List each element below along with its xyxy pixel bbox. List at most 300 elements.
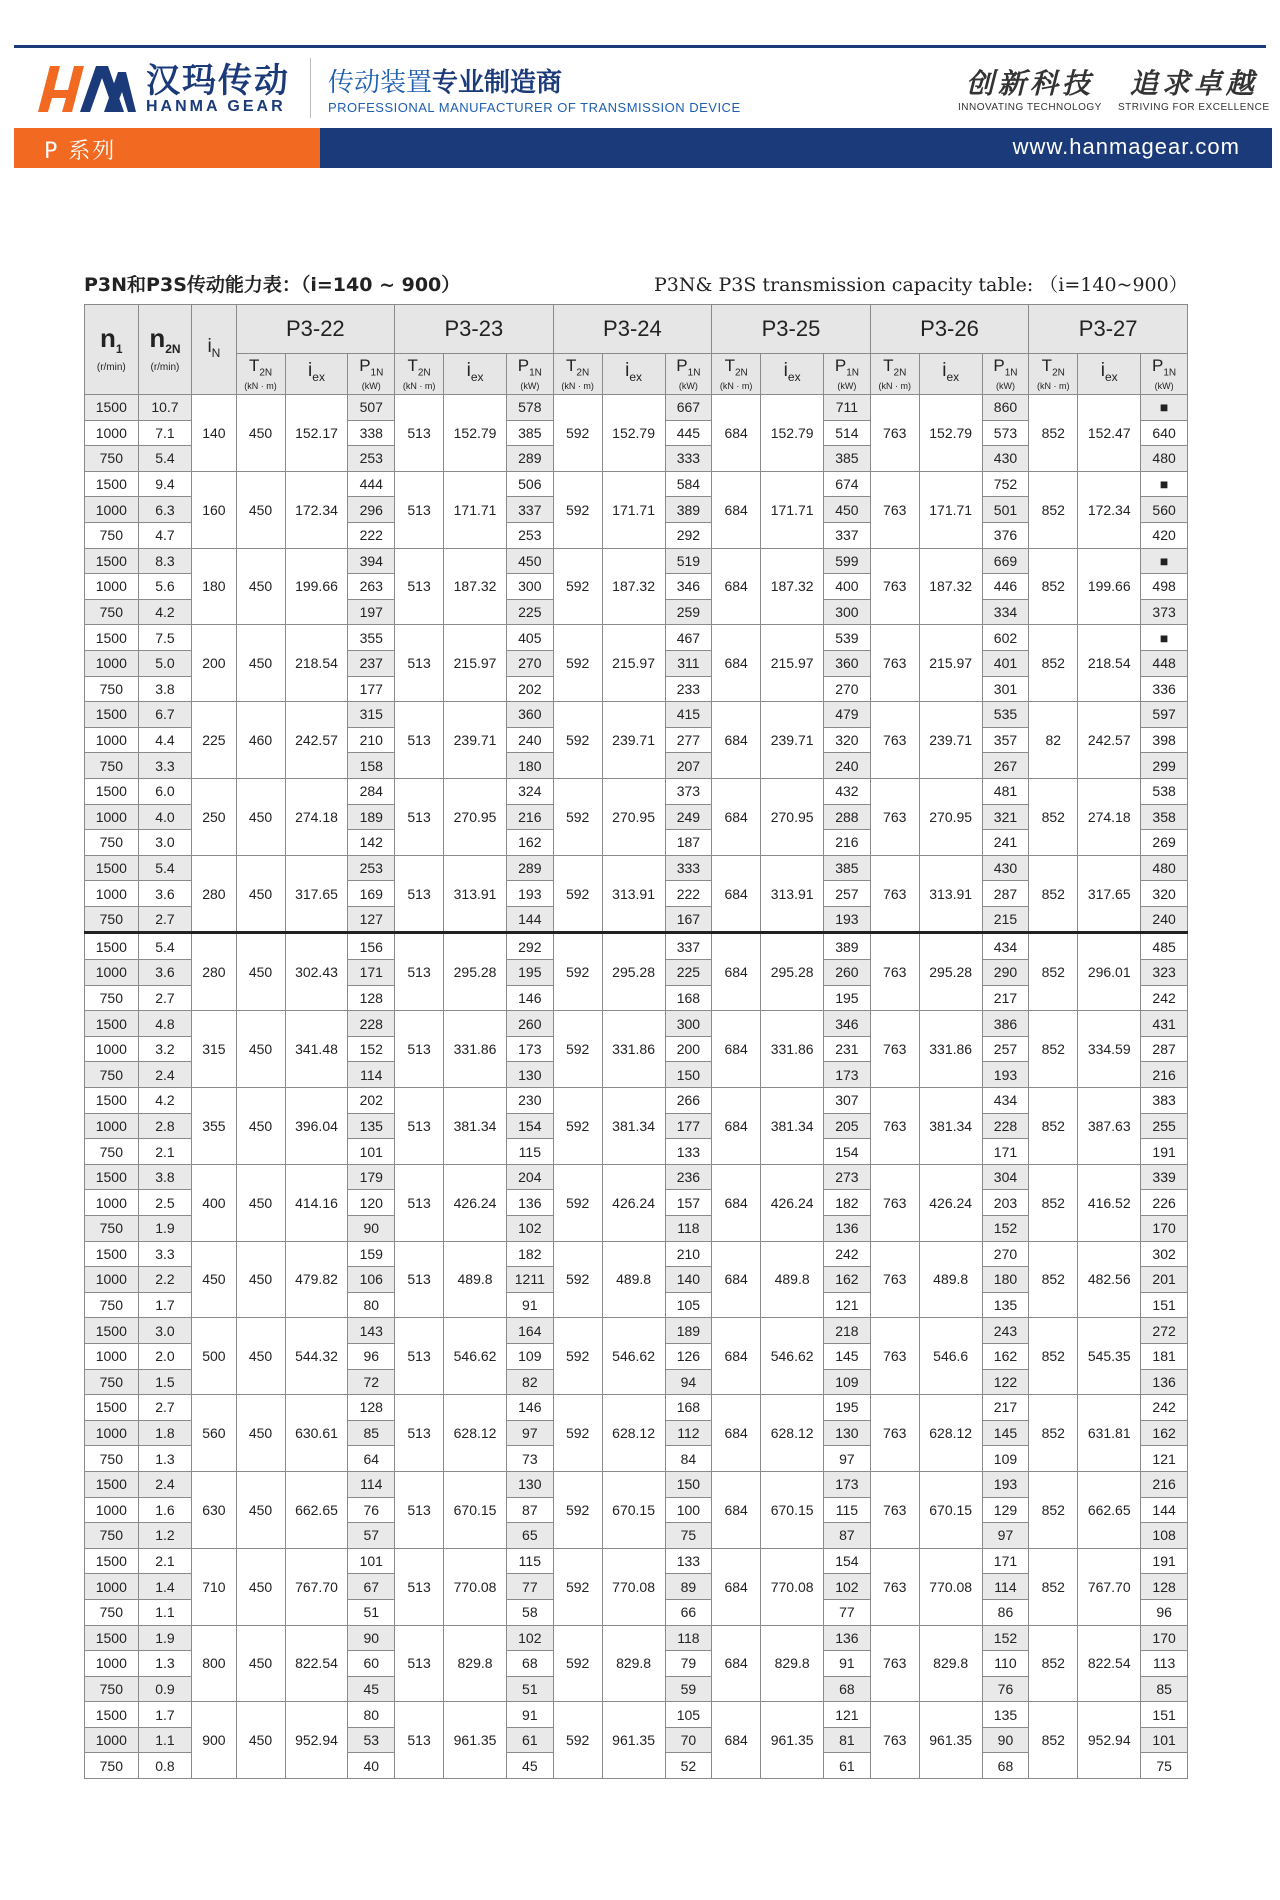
cell-p1n: 118 bbox=[665, 1625, 712, 1651]
cell-p1n: 272 bbox=[1141, 1318, 1188, 1344]
cell-t2n: 763 bbox=[870, 1625, 919, 1702]
cell-p1n: 301 bbox=[982, 676, 1029, 702]
cell-p1n: 40 bbox=[348, 1753, 395, 1779]
cell-p1n: 145 bbox=[824, 1343, 871, 1369]
cell-p1n: 51 bbox=[507, 1676, 554, 1702]
cell-iex: 829.8 bbox=[444, 1625, 507, 1702]
cell-p1n: 154 bbox=[824, 1139, 871, 1165]
cell-iex: 670.15 bbox=[602, 1471, 665, 1548]
cell-iex: 331.86 bbox=[919, 1011, 982, 1088]
cell-t2n: 763 bbox=[870, 1088, 919, 1165]
cell-t2n: 763 bbox=[870, 855, 919, 933]
cell-p1n: 144 bbox=[1141, 1497, 1188, 1523]
cell-t2n: 763 bbox=[870, 1164, 919, 1241]
cell-t2n: 513 bbox=[395, 1164, 444, 1241]
cell-p1n: 602 bbox=[982, 625, 1029, 651]
cell-p1n: 101 bbox=[348, 1139, 395, 1165]
table-row bbox=[85, 1702, 1188, 1728]
cell-p1n: 162 bbox=[982, 1343, 1029, 1369]
cell-p1n: 121 bbox=[824, 1292, 871, 1318]
cell-n2: 1.1 bbox=[138, 1727, 192, 1753]
cell-t2n: 450 bbox=[236, 778, 285, 855]
cell-p1n: ■ bbox=[1141, 471, 1188, 497]
cell-iex: 295.28 bbox=[761, 933, 824, 1011]
cell-iex: 270.95 bbox=[444, 778, 507, 855]
table-row bbox=[85, 625, 1188, 651]
cell-p1n: 667 bbox=[665, 395, 712, 421]
cell-in: 400 bbox=[192, 1164, 236, 1241]
cell-n2: 4.2 bbox=[138, 1088, 192, 1114]
cell-iex: 822.54 bbox=[285, 1625, 348, 1702]
slogan-innovation bbox=[958, 62, 1102, 113]
cell-p1n: 640 bbox=[1141, 420, 1188, 446]
cell-iex: 317.65 bbox=[1078, 855, 1141, 933]
cell-p1n: 168 bbox=[665, 1395, 712, 1421]
cell-iex: 426.24 bbox=[761, 1164, 824, 1241]
cell-iex: 414.16 bbox=[285, 1164, 348, 1241]
cell-p1n: 154 bbox=[824, 1548, 871, 1574]
cell-p1n: 216 bbox=[1141, 1471, 1188, 1497]
cell-p1n: 142 bbox=[348, 830, 395, 856]
cell-in: 560 bbox=[192, 1395, 236, 1472]
cell-t2n: 513 bbox=[395, 548, 444, 625]
cell-p1n: 267 bbox=[982, 753, 1029, 779]
cell-iex: 628.12 bbox=[919, 1395, 982, 1472]
cell-iex: 545.35 bbox=[1078, 1318, 1141, 1395]
header-t2n: $T_{2N}$ (kN · m) bbox=[553, 354, 602, 395]
cell-iex: 770.08 bbox=[919, 1548, 982, 1625]
website-url[interactable]: www.hanmagear.com bbox=[1012, 134, 1240, 159]
cell-p1n: 169 bbox=[348, 881, 395, 907]
cell-p1n: 300 bbox=[507, 574, 554, 600]
cell-p1n: 289 bbox=[507, 446, 554, 472]
table-row bbox=[85, 1318, 1188, 1344]
cell-t2n: 852 bbox=[1029, 1011, 1078, 1088]
cell-p1n: 67 bbox=[348, 1574, 395, 1600]
cell-iex: 187.32 bbox=[602, 548, 665, 625]
cell-p1n: 129 bbox=[982, 1497, 1029, 1523]
cell-p1n: 501 bbox=[982, 497, 1029, 523]
cell-p1n: 450 bbox=[507, 548, 554, 574]
cell-p1n: 195 bbox=[824, 1395, 871, 1421]
cell-p1n: 228 bbox=[348, 1011, 395, 1037]
cell-p1n: 226 bbox=[1141, 1190, 1188, 1216]
cell-p1n: 121 bbox=[1141, 1446, 1188, 1472]
cell-t2n: 460 bbox=[236, 702, 285, 779]
cell-t2n: 684 bbox=[712, 1548, 761, 1625]
cell-p1n: 240 bbox=[1141, 906, 1188, 933]
cell-iex: 270.95 bbox=[761, 778, 824, 855]
cell-p1n: 225 bbox=[665, 960, 712, 986]
cell-t2n: 592 bbox=[553, 395, 602, 472]
cell-p1n: 130 bbox=[507, 1471, 554, 1497]
cell-iex: 270.95 bbox=[602, 778, 665, 855]
cell-p1n: 584 bbox=[665, 471, 712, 497]
cell-n2: 4.2 bbox=[138, 599, 192, 625]
cell-iex: 961.35 bbox=[919, 1702, 982, 1779]
cell-p1n: 269 bbox=[1141, 830, 1188, 856]
cell-p1n: 230 bbox=[507, 1088, 554, 1114]
cell-p1n: 85 bbox=[1141, 1676, 1188, 1702]
cell-n2: 2.1 bbox=[138, 1548, 192, 1574]
cell-iex: 670.15 bbox=[444, 1471, 507, 1548]
cell-p1n: 96 bbox=[348, 1343, 395, 1369]
cell-iex: 313.91 bbox=[602, 855, 665, 933]
cell-p1n: 336 bbox=[1141, 676, 1188, 702]
slogan-excellence-en: STRIVING FOR EXCELLENCE bbox=[1118, 102, 1270, 113]
cell-n1: 1000 bbox=[85, 804, 139, 830]
cell-p1n: 321 bbox=[982, 804, 1029, 830]
cell-n2: 1.9 bbox=[138, 1625, 192, 1651]
header-model: P3-26 bbox=[870, 305, 1029, 354]
cell-p1n: 386 bbox=[982, 1011, 1029, 1037]
table-row bbox=[85, 395, 1188, 421]
cell-p1n: ■ bbox=[1141, 548, 1188, 574]
cell-in: 450 bbox=[192, 1241, 236, 1318]
cell-n2: 3.6 bbox=[138, 881, 192, 907]
cell-p1n: 151 bbox=[1141, 1292, 1188, 1318]
cell-p1n: 383 bbox=[1141, 1088, 1188, 1114]
cell-n2: 2.2 bbox=[138, 1267, 192, 1293]
cell-iex: 544.32 bbox=[285, 1318, 348, 1395]
cell-n2: 3.0 bbox=[138, 830, 192, 856]
cell-p1n: 405 bbox=[507, 625, 554, 651]
cell-p1n: 177 bbox=[348, 676, 395, 702]
cell-n2: 1.8 bbox=[138, 1420, 192, 1446]
cell-t2n: 450 bbox=[236, 933, 285, 1011]
cell-in: 500 bbox=[192, 1318, 236, 1395]
cell-iex: 387.63 bbox=[1078, 1088, 1141, 1165]
cell-p1n: 434 bbox=[982, 933, 1029, 960]
cell-p1n: 253 bbox=[507, 522, 554, 548]
cell-t2n: 763 bbox=[870, 1702, 919, 1779]
cell-p1n: 77 bbox=[824, 1599, 871, 1625]
cell-p1n: 669 bbox=[982, 548, 1029, 574]
cell-p1n: 358 bbox=[1141, 804, 1188, 830]
cell-p1n: 114 bbox=[982, 1574, 1029, 1600]
cell-iex: 215.97 bbox=[919, 625, 982, 702]
cell-p1n: 597 bbox=[1141, 702, 1188, 728]
cell-p1n: 260 bbox=[824, 960, 871, 986]
cell-p1n: 204 bbox=[507, 1164, 554, 1190]
cell-p1n: 242 bbox=[1141, 1395, 1188, 1421]
table-row bbox=[85, 1625, 1188, 1651]
cell-iex: 961.35 bbox=[761, 1702, 824, 1779]
cell-p1n: 105 bbox=[665, 1702, 712, 1728]
cell-p1n: 236 bbox=[665, 1164, 712, 1190]
slogan-excellence bbox=[1118, 62, 1270, 113]
cell-p1n: 60 bbox=[348, 1651, 395, 1677]
cell-t2n: 450 bbox=[236, 548, 285, 625]
cell-n1: 750 bbox=[85, 1599, 139, 1625]
cell-p1n: 164 bbox=[507, 1318, 554, 1344]
cell-p1n: 168 bbox=[665, 985, 712, 1011]
cell-in: 315 bbox=[192, 1011, 236, 1088]
cell-t2n: 763 bbox=[870, 625, 919, 702]
cell-iex: 215.97 bbox=[761, 625, 824, 702]
cell-p1n: 287 bbox=[982, 881, 1029, 907]
cell-n2: 5.4 bbox=[138, 446, 192, 472]
cell-iex: 187.32 bbox=[919, 548, 982, 625]
cell-t2n: 592 bbox=[553, 1625, 602, 1702]
header-p1n: $P_{1N}$ (kW) bbox=[348, 354, 395, 395]
cell-p1n: 68 bbox=[824, 1676, 871, 1702]
cell-n1: 1500 bbox=[85, 1548, 139, 1574]
cell-t2n: 684 bbox=[712, 702, 761, 779]
cell-t2n: 684 bbox=[712, 1011, 761, 1088]
cell-p1n: 70 bbox=[665, 1727, 712, 1753]
cell-t2n: 513 bbox=[395, 1548, 444, 1625]
cell-iex: 770.08 bbox=[602, 1548, 665, 1625]
cell-p1n: 346 bbox=[665, 574, 712, 600]
cell-p1n: 430 bbox=[982, 855, 1029, 881]
cell-p1n: 84 bbox=[665, 1446, 712, 1472]
cell-p1n: 300 bbox=[824, 599, 871, 625]
cell-iex: 171.71 bbox=[761, 471, 824, 548]
cell-n1: 1500 bbox=[85, 1471, 139, 1497]
tagline-en: PROFESSIONAL MANUFACTURER OF TRANSMISSION DEVICE bbox=[328, 100, 741, 115]
cell-p1n: 242 bbox=[824, 1241, 871, 1267]
cell-iex: 199.66 bbox=[1078, 548, 1141, 625]
cell-p1n: 130 bbox=[824, 1420, 871, 1446]
cell-p1n: 578 bbox=[507, 395, 554, 421]
hanma-logo-icon bbox=[34, 62, 138, 116]
cell-p1n: 446 bbox=[982, 574, 1029, 600]
cell-n1: 1000 bbox=[85, 727, 139, 753]
cell-n2: 3.8 bbox=[138, 676, 192, 702]
cell-p1n: 480 bbox=[1141, 446, 1188, 472]
cell-iex: 152.79 bbox=[761, 395, 824, 472]
cell-t2n: 592 bbox=[553, 625, 602, 702]
cell-p1n: 296 bbox=[348, 497, 395, 523]
cell-n2: 1.1 bbox=[138, 1599, 192, 1625]
cell-p1n: 180 bbox=[507, 753, 554, 779]
cell-iex: 218.54 bbox=[1078, 625, 1141, 702]
cell-p1n: 337 bbox=[824, 522, 871, 548]
cell-iex: 662.65 bbox=[1078, 1471, 1141, 1548]
cell-p1n: 90 bbox=[348, 1625, 395, 1651]
cell-t2n: 684 bbox=[712, 1088, 761, 1165]
cell-p1n: 202 bbox=[348, 1088, 395, 1114]
cell-n2: 0.9 bbox=[138, 1676, 192, 1702]
cell-p1n: 191 bbox=[1141, 1139, 1188, 1165]
cell-p1n: 498 bbox=[1141, 574, 1188, 600]
cell-t2n: 450 bbox=[236, 625, 285, 702]
cell-p1n: 357 bbox=[982, 727, 1029, 753]
header-p1n: $P_{1N}$ (kW) bbox=[665, 354, 712, 395]
cell-p1n: 257 bbox=[982, 1036, 1029, 1062]
cell-p1n: 68 bbox=[982, 1753, 1029, 1779]
cell-n2: 5.6 bbox=[138, 574, 192, 600]
cell-p1n: 120 bbox=[348, 1190, 395, 1216]
cell-n2: 3.3 bbox=[138, 1241, 192, 1267]
cell-p1n: 193 bbox=[507, 881, 554, 907]
cell-p1n: 101 bbox=[1141, 1727, 1188, 1753]
cell-p1n: 157 bbox=[665, 1190, 712, 1216]
cell-p1n: 170 bbox=[1141, 1216, 1188, 1242]
cell-iex: 631.81 bbox=[1078, 1395, 1141, 1472]
cell-n1: 1000 bbox=[85, 1190, 139, 1216]
table-title-cn: P3N和P3S传动能力表：（i=140 ~ 900） bbox=[84, 274, 461, 296]
cell-t2n: 684 bbox=[712, 471, 761, 548]
cell-p1n: 193 bbox=[982, 1062, 1029, 1088]
cell-p1n: 337 bbox=[507, 497, 554, 523]
slogan-innovation-cn: 创新科技 bbox=[965, 67, 1094, 100]
cell-iex: 215.97 bbox=[602, 625, 665, 702]
cell-p1n: 292 bbox=[665, 522, 712, 548]
cell-t2n: 684 bbox=[712, 1318, 761, 1395]
cell-iex: 171.71 bbox=[602, 471, 665, 548]
cell-n1: 750 bbox=[85, 906, 139, 933]
cell-iex: 317.65 bbox=[285, 855, 348, 933]
cell-iex: 313.91 bbox=[444, 855, 507, 933]
cell-n1: 750 bbox=[85, 1292, 139, 1318]
cell-t2n: 513 bbox=[395, 1625, 444, 1702]
cell-iex: 489.8 bbox=[761, 1241, 824, 1318]
cell-t2n: 763 bbox=[870, 933, 919, 1011]
cell-p1n: 430 bbox=[982, 446, 1029, 472]
header-iex: $i_{ex}$ bbox=[919, 354, 982, 395]
cell-p1n: 253 bbox=[348, 855, 395, 881]
cell-p1n: 76 bbox=[982, 1676, 1029, 1702]
cell-p1n: 444 bbox=[348, 471, 395, 497]
cell-n1: 750 bbox=[85, 676, 139, 702]
cell-p1n: 217 bbox=[982, 985, 1029, 1011]
cell-n1: 750 bbox=[85, 1369, 139, 1395]
cell-p1n: 216 bbox=[824, 830, 871, 856]
slogan-excellence-cn: 追求卓越 bbox=[1129, 67, 1258, 100]
cell-p1n: 674 bbox=[824, 471, 871, 497]
cell-p1n: 431 bbox=[1141, 1011, 1188, 1037]
cell-iex: 152.79 bbox=[444, 395, 507, 472]
cell-p1n: 189 bbox=[665, 1318, 712, 1344]
cell-p1n: 73 bbox=[507, 1446, 554, 1472]
cell-t2n: 763 bbox=[870, 1318, 919, 1395]
tagline-cn-part1: 传动装置 bbox=[328, 68, 433, 98]
cell-p1n: 45 bbox=[507, 1753, 554, 1779]
cell-p1n: 171 bbox=[982, 1548, 1029, 1574]
cell-iex: 662.65 bbox=[285, 1471, 348, 1548]
cell-p1n: 173 bbox=[824, 1062, 871, 1088]
cell-p1n: 87 bbox=[507, 1497, 554, 1523]
cell-in: 355 bbox=[192, 1088, 236, 1165]
cell-iex: 152.17 bbox=[285, 395, 348, 472]
cell-p1n: 270 bbox=[507, 650, 554, 676]
cell-n2: 8.3 bbox=[138, 548, 192, 574]
cell-t2n: 852 bbox=[1029, 548, 1078, 625]
cell-t2n: 852 bbox=[1029, 778, 1078, 855]
header-t2n: $T_{2N}$ (kN · m) bbox=[395, 354, 444, 395]
cell-p1n: 179 bbox=[348, 1164, 395, 1190]
cell-p1n: 135 bbox=[982, 1702, 1029, 1728]
cell-n2: 5.4 bbox=[138, 855, 192, 881]
cell-t2n: 592 bbox=[553, 548, 602, 625]
cell-iex: 274.18 bbox=[1078, 778, 1141, 855]
cell-iex: 152.47 bbox=[1078, 395, 1141, 472]
cell-p1n: 136 bbox=[824, 1625, 871, 1651]
cell-p1n: 292 bbox=[507, 933, 554, 960]
cell-iex: 961.35 bbox=[602, 1702, 665, 1779]
cell-iex: 295.28 bbox=[919, 933, 982, 1011]
cell-t2n: 763 bbox=[870, 395, 919, 472]
cell-p1n: 485 bbox=[1141, 933, 1188, 960]
cell-iex: 396.04 bbox=[285, 1088, 348, 1165]
table-row bbox=[85, 1471, 1188, 1497]
cell-p1n: 257 bbox=[824, 881, 871, 907]
cell-t2n: 684 bbox=[712, 933, 761, 1011]
cell-p1n: 300 bbox=[665, 1011, 712, 1037]
table-row bbox=[85, 1164, 1188, 1190]
cell-n1: 1000 bbox=[85, 420, 139, 446]
cell-p1n: 162 bbox=[507, 830, 554, 856]
cell-p1n: 150 bbox=[665, 1062, 712, 1088]
cell-iex: 952.94 bbox=[1078, 1702, 1141, 1779]
cell-p1n: 187 bbox=[665, 830, 712, 856]
cell-in: 160 bbox=[192, 471, 236, 548]
cell-n1: 1000 bbox=[85, 881, 139, 907]
cell-p1n: 118 bbox=[665, 1216, 712, 1242]
cell-p1n: 450 bbox=[824, 497, 871, 523]
cell-p1n: 270 bbox=[982, 1241, 1029, 1267]
table-row bbox=[85, 1548, 1188, 1574]
cell-p1n: 385 bbox=[507, 420, 554, 446]
cell-n1: 750 bbox=[85, 1676, 139, 1702]
cell-t2n: 684 bbox=[712, 1395, 761, 1472]
cell-iex: 242.57 bbox=[285, 702, 348, 779]
cell-n2: 2.7 bbox=[138, 1395, 192, 1421]
cell-iex: 331.86 bbox=[761, 1011, 824, 1088]
cell-in: 200 bbox=[192, 625, 236, 702]
cell-t2n: 513 bbox=[395, 1471, 444, 1548]
cell-p1n: 197 bbox=[348, 599, 395, 625]
cell-p1n: 299 bbox=[1141, 753, 1188, 779]
cell-p1n: 173 bbox=[824, 1471, 871, 1497]
cell-p1n: 339 bbox=[1141, 1164, 1188, 1190]
header-p1n: $P_{1N}$ (kW) bbox=[824, 354, 871, 395]
cell-p1n: 77 bbox=[507, 1574, 554, 1600]
cell-n2: 3.3 bbox=[138, 753, 192, 779]
cell-t2n: 513 bbox=[395, 1702, 444, 1779]
cell-p1n: 752 bbox=[982, 471, 1029, 497]
cell-p1n: 167 bbox=[665, 906, 712, 933]
cell-p1n: 260 bbox=[507, 1011, 554, 1037]
cell-p1n: 102 bbox=[824, 1574, 871, 1600]
cell-p1n: 253 bbox=[348, 446, 395, 472]
cell-p1n: 266 bbox=[665, 1088, 712, 1114]
cell-p1n: 97 bbox=[982, 1523, 1029, 1549]
cell-p1n: 202 bbox=[507, 676, 554, 702]
cell-p1n: 81 bbox=[824, 1727, 871, 1753]
cell-iex: 331.86 bbox=[444, 1011, 507, 1088]
cell-p1n: 195 bbox=[824, 985, 871, 1011]
cell-t2n: 513 bbox=[395, 1088, 444, 1165]
cell-n1: 1500 bbox=[85, 1702, 139, 1728]
cell-p1n: 94 bbox=[665, 1369, 712, 1395]
cell-t2n: 684 bbox=[712, 395, 761, 472]
cell-p1n: 346 bbox=[824, 1011, 871, 1037]
cell-p1n: 233 bbox=[665, 676, 712, 702]
tagline-cn bbox=[328, 62, 562, 99]
cell-p1n: 90 bbox=[982, 1727, 1029, 1753]
cell-p1n: 171 bbox=[982, 1139, 1029, 1165]
table-title-en: P3N& P3S transmission capacity table: （i=140~900） bbox=[654, 274, 1188, 296]
cell-t2n: 852 bbox=[1029, 395, 1078, 472]
cell-p1n: 240 bbox=[507, 727, 554, 753]
cell-p1n: 140 bbox=[665, 1267, 712, 1293]
cell-n1: 1500 bbox=[85, 1164, 139, 1190]
cell-n1: 750 bbox=[85, 830, 139, 856]
header-p1n: $P_{1N}$ (kW) bbox=[1141, 354, 1188, 395]
